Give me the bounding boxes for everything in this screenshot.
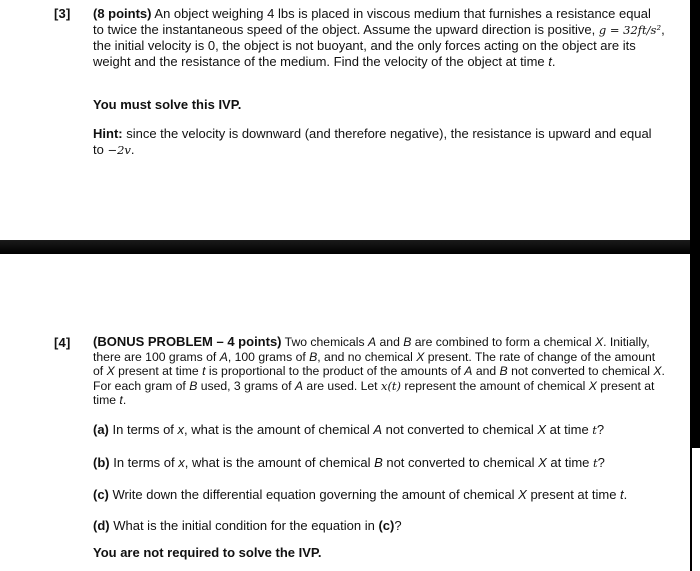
question-text: not converted to chemical [382, 422, 538, 437]
question-text: In terms of [108, 422, 178, 437]
question-text: . [623, 487, 628, 502]
question-text: not converted to chemical [382, 455, 539, 470]
chem-b: B [189, 378, 198, 393]
problem-3-panel [0, 0, 690, 240]
question-b-label: (b) [93, 455, 110, 470]
chem-x: X [537, 422, 547, 437]
problem-3-text-1: An object weighing 4 lbs is placed in viscous medium that furnishes a resistance equal to twice the instantaneous speed of the object. Assume the upward direction is positive, [93, 6, 651, 37]
hint-text: since the velocity is downward (and therefore negative), the resistance is upward and equal to [93, 126, 652, 157]
chem-x: X [594, 335, 604, 349]
chem-a: A [368, 335, 377, 349]
question-text: ? [596, 422, 605, 437]
time-variable: t [620, 487, 624, 502]
intro-text: present at time [114, 364, 203, 378]
intro-text: used, 3 grams of [197, 378, 295, 393]
intro-text: present at time [93, 378, 655, 407]
intro-text: . Initially, there are 100 grams of [93, 335, 650, 364]
page-divider [0, 240, 700, 254]
chem-x: X [653, 364, 662, 378]
question-c-label: (c) [93, 487, 109, 502]
time-variable: t [593, 456, 598, 470]
hint-label: Hint: [93, 126, 123, 141]
chem-a: A [294, 378, 304, 393]
x-variable: x [178, 455, 185, 470]
right-edge-highlight [692, 448, 700, 571]
problem-3-statement [93, 6, 665, 69]
intro-text: and [472, 364, 500, 378]
chem-x: X [538, 455, 547, 470]
problem-3-period: . [551, 53, 556, 69]
question-text: present at time [526, 487, 621, 502]
time-variable: t [202, 364, 206, 378]
question-d [93, 518, 402, 533]
question-d-label: (d) [93, 518, 110, 533]
chem-x: X [588, 378, 597, 393]
question-a [93, 422, 604, 437]
question-text: What is the initial condition for the equation in [109, 518, 379, 533]
question-text: , what is the amount of chemical [184, 422, 374, 437]
question-text: ? [597, 455, 605, 470]
chem-x: X [416, 349, 425, 364]
chem-a: A [464, 364, 473, 378]
question-b [93, 455, 605, 470]
not-required-note: You are not required to solve the IVP. [93, 545, 322, 560]
must-solve-note: You must solve this IVP. [93, 97, 242, 112]
intro-text: . For each gram of [93, 364, 665, 393]
chem-b: B [374, 455, 383, 470]
time-variable: t [592, 423, 597, 437]
intro-text: present. The rate of change of the amount of [93, 349, 656, 378]
time-variable: t [548, 53, 552, 69]
intro-text: Two chemicals [281, 335, 368, 349]
chem-a: A [373, 422, 383, 437]
question-ref: (c) [378, 518, 395, 533]
question-text: , what is the amount of chemical [184, 455, 375, 470]
chem-a: A [219, 349, 228, 364]
question-c [93, 487, 627, 502]
gravity-expression: g = 32ft/s² [598, 22, 662, 37]
chem-b: B [403, 335, 412, 349]
problem-3-number: [3] [54, 6, 71, 21]
question-text: at time [546, 422, 593, 437]
problem-4-title: (BONUS PROBLEM – 4 points) [93, 334, 282, 349]
hint-expression: −2v [107, 142, 131, 157]
problem-4-statement [93, 335, 665, 408]
time-variable: t [119, 393, 123, 407]
intro-text: are combined to form a chemical [411, 335, 595, 349]
intro-text: represent the amount of chemical [401, 378, 589, 393]
intro-text: not converted to chemical [507, 364, 654, 378]
intro-text: and [376, 335, 404, 349]
x-of-t: x(t) [380, 378, 402, 393]
question-text: ? [394, 518, 402, 533]
intro-text: are used. Let [303, 378, 381, 393]
chem-b: B [309, 349, 318, 364]
hint-end: . [130, 141, 135, 157]
intro-text: is proportional to the product of the amounts of [205, 364, 465, 378]
problem-3-points: (8 points) [93, 6, 152, 21]
chem-x: X [106, 364, 115, 378]
intro-text: , and no chemical [317, 349, 417, 364]
question-a-label: (a) [93, 422, 109, 437]
intro-text: . [122, 393, 127, 407]
intro-text: , 100 grams of [227, 349, 310, 364]
chem-x: X [518, 487, 527, 502]
question-text: at time [546, 455, 594, 470]
problem-3-text-2: , the initial velocity is 0, the object is not buoyant, and the only forces acting on the object are its weight and the resistance of the medium. Find the velocity of the object at time [93, 21, 665, 69]
problem-4-number: [4] [54, 335, 71, 350]
problem-4-panel [0, 254, 690, 571]
question-text: In terms of [109, 455, 179, 470]
hint-block [93, 126, 665, 158]
x-variable: x [177, 422, 185, 437]
chem-b: B [499, 364, 508, 378]
question-text: Write down the differential equation governing the amount of chemical [108, 487, 519, 502]
